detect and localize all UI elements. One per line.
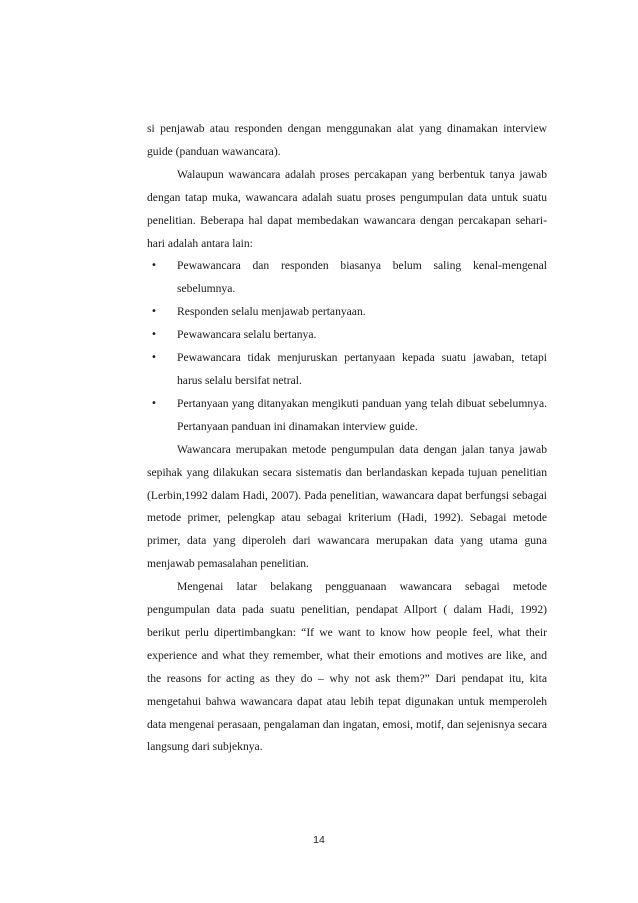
- bullet-icon: •: [151, 260, 157, 272]
- list-item-text: Pertanyaan yang ditanyakan mengikuti panduan yang telah dibuat sebelumnya. Pertanyaan panduan ini dinamakan interview guide.: [177, 396, 547, 433]
- bullet-list: [147, 255, 547, 438]
- list-item: [147, 324, 547, 347]
- bullet-icon: •: [151, 306, 157, 318]
- bullet-icon: •: [151, 352, 157, 364]
- list-item: [147, 301, 547, 324]
- list-item: [147, 393, 547, 439]
- paragraph: si penjawab atau responden dengan menggunakan alat yang dinamakan interview guide (panduan wawancara).: [147, 122, 547, 158]
- list-item-text: Pewawancara dan responden biasanya belum saling kenal-mengenal sebelumnya.: [177, 259, 547, 296]
- bullet-icon: •: [151, 397, 157, 409]
- bullet-icon: •: [151, 329, 157, 341]
- list-item-text: Responden selalu menjawab pertanyaan.: [177, 305, 366, 319]
- paragraph: Wawancara merupakan metode pengumpulan data dengan jalan tanya jawab sepihak yang dilakukan secara sistematis dan berlandaskan kepada tujuan penelitian (Lerbin,1992 dalam Hadi, 2007). Pada penelitian, wawancara dapat berfungsi sebagai metode primer, pelengkap atau sebagai kriterium (Hadi, 1992). Sebagai metode primer, data yang diperoleh dari wawancara merupakan data yang utama guna menjawab pemasalahan penelitian.: [147, 442, 547, 571]
- paragraph: Walaupun wawancara adalah proses percakapan yang berbentuk tanya jawab dengan tatap muka, wawancara adalah suatu proses pengumpulan data untuk suatu penelitian. Beberapa hal dapat membedakan wawancara dengan percakapan sehari-hari adalah antara lain:: [147, 167, 547, 250]
- page-number: 14: [313, 834, 325, 846]
- document-body: [147, 118, 547, 759]
- paragraph: Mengenai latar belakang pengguanaan wawancara sebagai metode pengumpulan data pada suatu penelitian, pendapat Allport ( dalam Hadi, 1992) berikut perlu dipertimbangkan: “If we want to know how people feel, what their experience and what they remember, what their emotions and motives are like, and the reasons for acting as they do – why not ask them?” Dari pendapat itu, kita mengetahui bahwa wawancara dapat atau lebih tepat digunakan untuk memperoleh data mengenai perasaan, pengalaman dan ingatan, emosi, motif, dan sejenisnya secara langsung dari subjeknya.: [147, 580, 547, 754]
- list-item: [147, 347, 547, 393]
- list-item: [147, 255, 547, 301]
- list-item-text: Pewawancara tidak menjuruskan pertanyaan kepada suatu jawaban, tetapi harus selalu bersifat netral.: [177, 351, 547, 387]
- list-item-text: Pewawancara selalu bertanya.: [177, 328, 317, 342]
